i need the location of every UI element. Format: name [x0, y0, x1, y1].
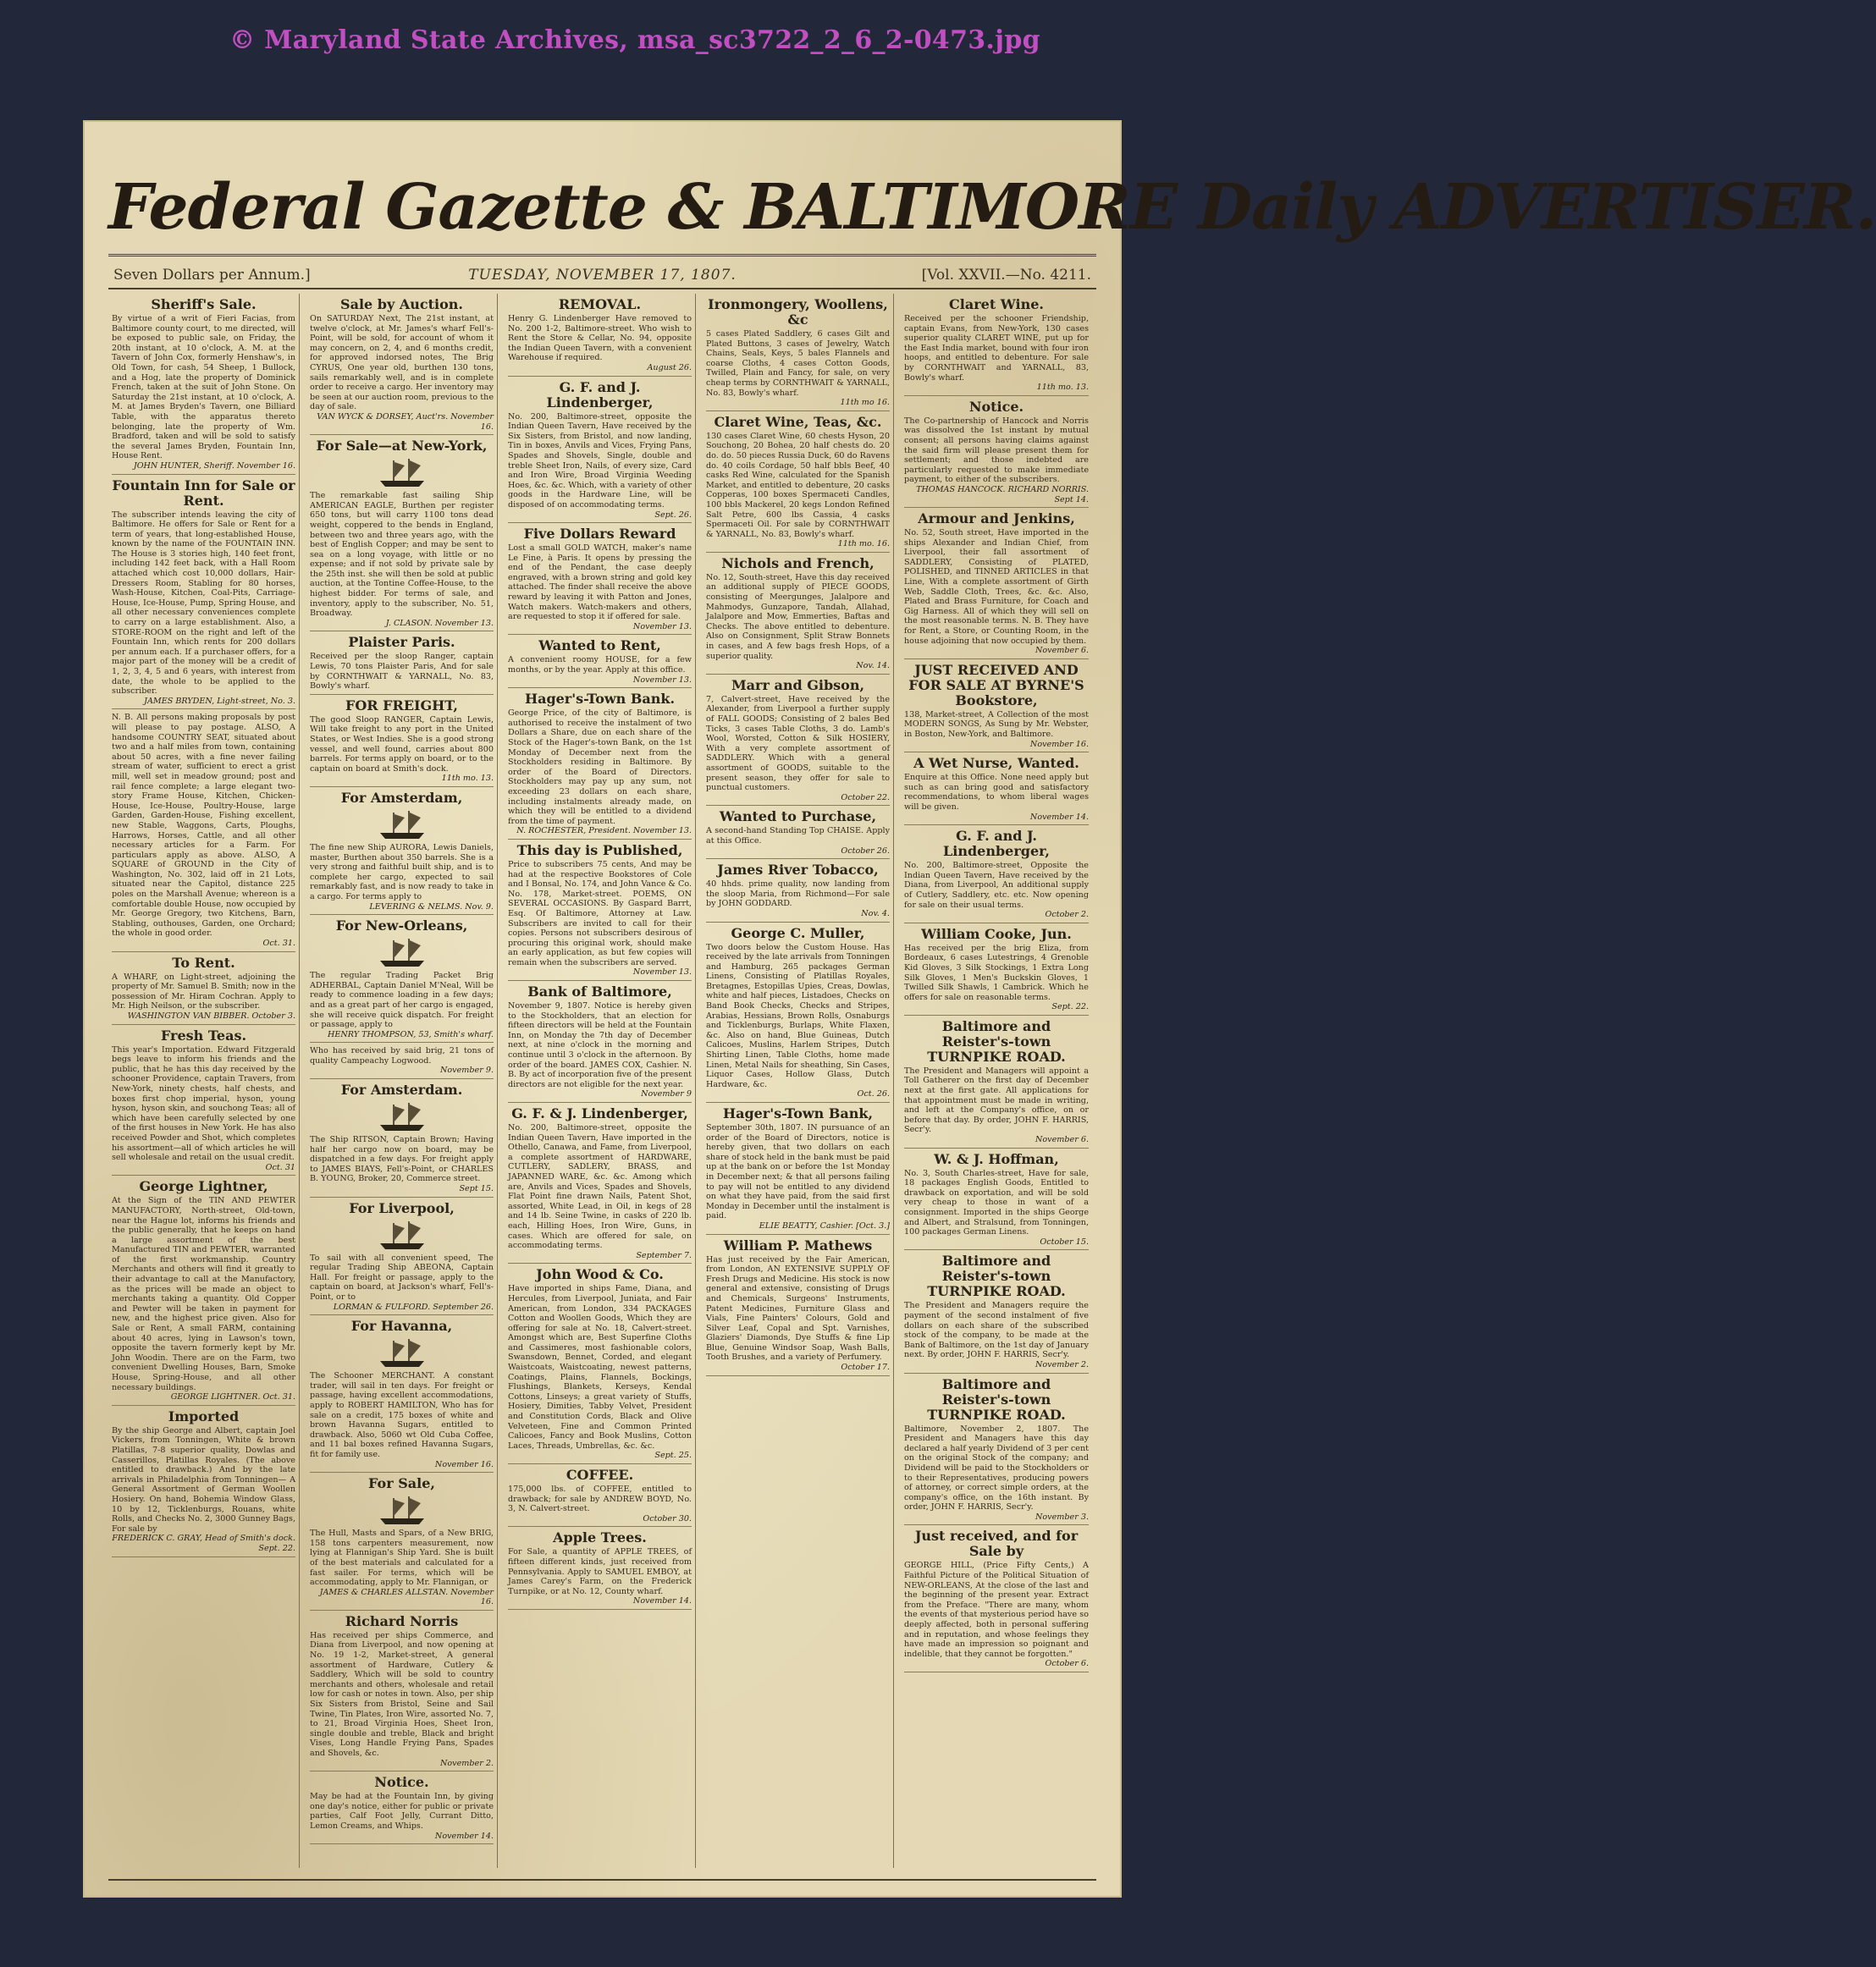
ad-title: G. F. and J. Lindenberger, — [546, 378, 654, 410]
ad-title: Five Dollars Reward — [523, 526, 676, 543]
ad-body: This year's Importation. Edward Fitzgerald begs leave to inform his friends and the public, that he has this day received by the schooner Providence, captain Travers, from New-York, ninety chests, half chests, and boxes first chop imperial, hyson, young hyson, hyson skin, and souchong Teas; all of which have been carefully selected by one of the first houses in New York. He has also received Powder and Shot, which completes his assortment—all of which articles he will sell wholesale and retail on the usual credit. — [112, 1044, 295, 1163]
ad-body: The Co-partnership of Hancock and Norris was dissolved the 1st instant by mutual consent; all persons having claims against the said firm will please present them for settlement; and those indebted are particularly requested to make immediate payment, to either of the subscribers. — [904, 416, 1089, 485]
ad-signature: JAMES BRYDEN, Light-street, No. 3. — [144, 696, 295, 706]
ad-body: Baltimore, November 2, 1807. The President and Managers have this day declared a half yearly Dividend of 3 per cent on the original Stock of the company; and Dividend will be paid to the Stockholders or to their Representatives, producing powers of attorney, or correct simple orders, at the company's office, on the 16th instant. By order, JOHN F. HARRIS, Secr'y. — [904, 1424, 1089, 1512]
advertisement — [310, 1201, 494, 1316]
advertisement — [904, 663, 1089, 752]
ad-body: A convenient roomy HOUSE, for a few months, or by the year. Apply at this office. — [508, 655, 692, 675]
ad-signature: October 17. — [841, 1363, 890, 1373]
advertisement — [508, 638, 692, 688]
masthead-subline — [108, 264, 1096, 289]
ad-signature: November 16. — [1029, 739, 1089, 749]
ad-title: Baltimore and Reister's-town TURNPIKE ROAD. — [927, 1253, 1066, 1300]
ad-body: On SATURDAY Next, The 21st instant, at twelve o'clock, at Mr. James's wharf Fell's-Point, will be sold, for account of whom it may concern, on 2, 4, and 6 months credit, for approved indorsed notes, The Brig CYRUS, One year old, burthen 130 tons, sails remarkably well, and is in complete order to receive a cargo. Her inventory may be seen at our auction room, previous to the day of sale. — [310, 314, 494, 412]
ad-signature: November 14. — [434, 1831, 494, 1841]
ad-title: JUST RECEIVED AND FOR SALE AT BYRNE'S Bookstore, — [908, 661, 1084, 708]
ad-signature: LORMAN & FULFORD. September 26. — [333, 1302, 494, 1312]
ad-title: For Amsterdam. — [340, 1082, 463, 1099]
ad-body: 130 cases Claret Wine, 60 chests Hyson, 20 Souchong, 20 Bohea, 20 half chests do. 20 do. do. 50 pieces Russia Duck, 60 do Ravens do. 40 coils Cordage, 50 half bbls Beef, 40 casks Red Wine, calculated for the Spanish Market, and entitled to debenture, 20 casks Copperas, 100 boxes Spermaceti Candles, 100 bbls Mackerel, 20 kegs London Refined Salt Petre, 600 lbs Cassia, 4 casks Spermaceti Oil. For sale by CORNTHWAIT & YARNALL, No. 83, Bowly's wharf. — [706, 431, 890, 539]
advertisement — [904, 1152, 1089, 1251]
ship-icon — [377, 935, 428, 969]
ship-icon — [377, 1218, 428, 1252]
ship-icon — [377, 455, 428, 489]
ad-body: No. 200, Baltimore-street, Opposite the Indian Queen Tavern, Have received by the Diana, from Liverpool, An additional supply of Cutlery, Saddlery, etc. etc. Now opening for sale on their usual terms. — [904, 861, 1089, 910]
advertisement — [310, 1476, 494, 1611]
ad-signature: October 22. — [841, 792, 890, 802]
ad-title: Notice. — [968, 398, 1024, 415]
ad-title: John Wood & Co. — [536, 1266, 664, 1283]
advertisement — [310, 1319, 494, 1473]
ad-signature: November 3. — [1035, 1512, 1089, 1522]
ad-signature: 11th mo 16. — [840, 398, 890, 408]
subscription-price: Seven Dollars per Annum.] — [113, 267, 311, 284]
ad-title: Fountain Inn for Sale or Rent. — [112, 477, 295, 509]
ad-title: George Lightner, — [139, 1178, 268, 1195]
ad-body: The Hull, Masts and Spars, of a New BRIG, 158 tons carpenters measurement, now lying at Flannigan's Ship Yard. She is built of the best materials and calculated for a fast sailer. For terms, which will be accommodating, apply to Mr. Flannigan, or — [310, 1529, 494, 1588]
ad-title: For Sale—at New-York, — [316, 438, 488, 455]
advertisement — [508, 1267, 692, 1464]
ad-title: Claret Wine. — [949, 296, 1044, 312]
ad-signature: November 2. — [440, 1758, 494, 1768]
ship-icon — [377, 1493, 428, 1527]
column-3 — [505, 294, 696, 1868]
ad-body: 40 hhds. prime quality, now landing from the sloop Maria, from Richmond—For sale by JOHN GODDARD. — [706, 879, 890, 909]
advertisement — [904, 297, 1089, 396]
ad-signature: J. CLASON. November 13. — [385, 618, 494, 628]
ad-body: The remarkable fast sailing Ship AMERICAN EAGLE, Burthen per register 650 tons, but will carry 1100 tons dead weight, coppered to the bends in England, between two and three years ago, with the best of English Copper; and may be sent to sea on a long voyage, with little or no expense; and if not sold by private sale by the 25th inst. she will then be sold at public auction, at the Tontine Coffee-House, to the highest bidder. For terms of sale, and inventory, apply to the subscriber, No. 51, Broadway. — [310, 491, 494, 619]
ad-body: The Ship RITSON, Captain Brown; Having half her cargo now on board, may be dispatched in a few days. For freight apply to JAMES BIAYS, Fell's-Point, or CHARLES B. YOUNG, Broker, 20, Commerce street. — [310, 1135, 494, 1184]
ad-title: G. F. and J. Lindenberger, — [943, 828, 1050, 860]
ad-signature: JAMES & CHARLES ALLSTAN. November 16. — [319, 1587, 494, 1607]
column-4 — [703, 294, 894, 1868]
advertisement — [706, 862, 890, 922]
advertisement — [310, 1614, 494, 1771]
ad-title: To Rent. — [172, 954, 235, 971]
advertisement — [904, 829, 1089, 923]
ad-title: Imported — [168, 1408, 240, 1424]
ad-signature: October 26. — [841, 846, 890, 856]
ad-title: Notice. — [374, 1774, 429, 1791]
advertisement — [310, 1083, 494, 1198]
ad-columns — [108, 294, 1096, 1868]
advertisement — [112, 297, 295, 475]
masthead-title: Federal Gazette & BALTIMORE Daily ADVERTISER. — [108, 161, 1096, 256]
ad-title: Bank of Baltimore, — [527, 984, 672, 1000]
advertisement — [508, 1106, 692, 1264]
ad-title: Hager's-Town Bank, — [722, 1105, 874, 1121]
ad-body: For Sale, a quantity of APPLE TREES, of fifteen different kinds, just received from Pennsylvania. Apply to SAMUEL EMBOY, at James Carey's Farm, on the Frederick Turnpike, or at No. 12, County wharf. — [508, 1547, 692, 1596]
ad-title: For Havanna, — [350, 1318, 453, 1335]
ad-body: At the Sign of the TIN AND PEWTER MANUFACTORY, North-street, Old-town, near the Hague lot, informs his friends and the public generally, that he keeps on hand a large assortment of the best Manufactured TIN and PEWTER, warranted of the first workmanship. Country Merchants and others will find it greatly to their advantage to call at the Manufactory, as the prices will be made an object to merchants taking a quantity. Old Copper and Pewter will be taken in payment for new, and the highest price given. Also for Sale or Rent, A small FARM, containing about 40 acres, lying in Lawson's town, opposite the tavern formerly kept by Mr. John Woodin. There are on the Farm, two convenient Dwelling Houses, Barn, Smoke House, Spring-House, and all other necessary buildings. — [112, 1196, 295, 1392]
ad-signature: Oct. 31. — [262, 939, 295, 949]
ad-title: For New-Orleans, — [335, 917, 468, 934]
ad-body: Has received per the brig Eliza, from Bordeaux, 6 cases Lutestrings, 4 Grenoble Kid Gloves, 3 Silk Stockings, 1 Extra Long Silk Gloves, 1 Men's Buckskin Gloves, 1 Twilled Silk Shawls, 1 Cambrick. Which he offers for sale on reasonable terms. — [904, 943, 1089, 1002]
ad-body: The subscriber intends leaving the city of Baltimore. He offers for Sale or Rent for a term of years, that long-established House, known by the name of the FOUNTAIN INN. The House is 3 stories high, 140 feet front, including 142 feet back, with a Hall Room attached which cost 10,000 dollars, Hair-Dressers Room, Stabling for 80 horses, Wash-House, Kitchen, Coal-Pits, Carriage-House, Ice-House, Pump, Spring House, and all other necessary conveniences complete to carry on a large establishment. Also, a STORE-ROOM on the right and left of the Fountain Inn, which rents for 200 dollars per annum each. If a purchaser offers, for a major part of the money will be a credit of 1, 2, 3, 4, 5 and 6 years, with interest from date, the whole to be applied to the subscriber. — [112, 510, 295, 697]
ad-body: Has just received by the Fair American, from London, AN EXTENSIVE SUPPLY OF Fresh Drugs and Medicine. His stock is now general and extensive, consisting of Drugs and Chemicals, Surgeons' Instruments, Patent Medicines, Furniture Glass and Vials, Fine Painters' Colours, Gold and Silver Leaf, Copal and Spt. Varnishes, Glaziers' Diamonds, Dye Stuffs & fine Lip Blue, Genuine Windsor Soap, Wash Balls, Tooth Brushes, and a variety of Perfumery. — [706, 1254, 890, 1363]
ad-title: Plaister Paris. — [348, 634, 455, 651]
ad-body: 5 cases Plated Saddlery, 6 cases Gilt and Plated Buttons, 3 cases of Jewelry, Watch Chains, Seals, Keys, 5 bales Flannels and coarse Cloths, 4 cases Cotton Goods, Twilled, Plain and Fancy, for sale, on very cheap terms by CORNTHWAIT & YARNALL, No. 83, Bowly's wharf. — [706, 329, 890, 398]
ad-signature: November 9 — [641, 1089, 692, 1099]
advertisement — [310, 438, 494, 631]
advertisement — [310, 698, 494, 787]
ad-body: 175,000 lbs. of COFFEE, entitled to drawback; for sale by ANDREW BOYD, No. 3, N. Calvert-street. — [508, 1485, 692, 1514]
ad-title: Sheriff's Sale. — [151, 296, 257, 312]
ad-signature: THOMAS HANCOCK. RICHARD NORRIS. Sept 14. — [916, 484, 1089, 504]
ad-title: For Amsterdam, — [340, 789, 463, 806]
advertisement — [112, 1409, 295, 1557]
ad-title: This day is Published, — [516, 841, 683, 858]
ad-title: William P. Mathews — [723, 1237, 873, 1253]
ad-signature: October 15. — [1040, 1237, 1089, 1247]
advertisement — [112, 956, 295, 1025]
advertisement — [508, 984, 692, 1103]
ad-signature: Sept. 22. — [1051, 1002, 1089, 1012]
ad-title: Claret Wine, Teas, &c. — [714, 413, 882, 430]
ad-body: 138, Market-street, A Collection of the most MODERN SONGS, As Sung by Mr. Webster, in Boston, New-York, and Baltimore. — [904, 709, 1089, 739]
ad-body: The President and Managers will appoint a Toll Gatherer on the first day of December next at the first gate. All applications for that appointment must be made in writing, and left at the Company's office, on or before that day. By order, JOHN F. HARRIS, Secr'y. — [904, 1066, 1089, 1135]
ad-title: Baltimore and Reister's-town TURNPIKE ROAD. — [927, 1017, 1066, 1065]
ad-title: Wanted to Rent, — [538, 637, 661, 654]
ad-signature: November 2. — [1035, 1359, 1089, 1369]
ad-signature: Sept 15. — [459, 1184, 494, 1194]
ad-signature: November 16. — [434, 1459, 494, 1469]
advertisement — [904, 1253, 1089, 1373]
advertisement — [112, 713, 295, 951]
ad-body: Enquire at this Office. None need apply but such as can bring good and satisfactory recommendations, to whom liberal wages will be given. — [904, 773, 1089, 812]
ad-title: Sale by Auction. — [340, 296, 463, 312]
ad-title: For Sale, — [368, 1475, 435, 1492]
advertisement — [508, 526, 692, 635]
ad-body: November 9, 1807. Notice is hereby given to the Stockholders, that an election for fifteen directors will be held at the Fountain Inn, on Monday the 7th day of December next, at nine o'clock in the morning and continue until 3 o'clock in the afternoon. By order of the board. JAMES COX, Cashier. N. B. By act of incorporation five of the present directors are not eligible for the next year. — [508, 1001, 692, 1089]
ad-title: Fresh Teas. — [160, 1027, 247, 1044]
advertisement — [904, 399, 1089, 508]
ad-title: George C. Muller, — [731, 924, 865, 941]
ship-icon — [377, 1099, 428, 1133]
page-bottom-rule — [108, 1879, 1096, 1881]
ad-signature: WASHINGTON VAN BIBBER. October 3. — [127, 1011, 295, 1021]
advertisement — [706, 926, 890, 1104]
ad-title: Armour and Jenkins, — [918, 510, 1075, 527]
ship-icon — [377, 807, 428, 841]
advertisement — [706, 1106, 890, 1235]
ad-signature: GEORGE LIGHTNER. Oct. 31. — [170, 1392, 295, 1402]
ad-title: For Liverpool, — [349, 1199, 455, 1216]
ad-title: REMOVAL. — [558, 296, 642, 312]
ad-signature: November 13. — [632, 675, 692, 685]
advertisement — [310, 1775, 494, 1844]
ad-body: May be had at the Fountain Inn, by giving one day's notice, either for public or private parties, Calf Foot Jelly, Currant Ditto, Lemon Creams, and Whips. — [310, 1792, 494, 1831]
advertisement — [508, 1468, 692, 1527]
ad-title: Marr and Gibson, — [731, 676, 865, 693]
ad-signature: Oct. 31 — [265, 1162, 295, 1172]
advertisement — [904, 927, 1089, 1016]
ad-signature: ELIE BEATTY, Cashier. [Oct. 3.] — [759, 1220, 890, 1231]
ad-signature: 11th mo. 13. — [1036, 383, 1089, 393]
ad-signature: Oct. 26. — [857, 1089, 890, 1099]
ad-signature: LEVERING & NELMS. Nov. 9. — [369, 901, 494, 912]
advertisement — [508, 1530, 692, 1610]
advertisement — [706, 556, 890, 675]
column-2 — [306, 294, 498, 1868]
advertisement — [508, 843, 692, 981]
ad-signature: Nov. 14. — [856, 661, 890, 671]
advertisement — [310, 1046, 494, 1079]
advertisement — [904, 1019, 1089, 1149]
ad-body: The good Sloop RANGER, Captain Lewis, Will take freight to any port in the United States, or West Indies. She is a good strong vessel, and well found, carries about 800 barrels. For terms apply on board, or to the captain on board at Smith's dock. — [310, 714, 494, 774]
ad-body: No. 52, South street, Have imported in the ships Alexander and Indian Chief, from Liverpool, their fall assortment of SADDLERY, Consisting of PLATED, POLISHED, and TINNED ARTICLES in that Line, With a complete assortment of Girth Web, Saddle Cloth, Trees, &c. &c. Also, Plated and Brass Furniture, for Coach and Gig Harness. All of which they will sell on the most reasonable terms. N. B. They have for Rent, a Store, or Counting Room, in the house adjoining that now occupied by them. — [904, 528, 1089, 646]
ad-title: G. F. & J. Lindenberger, — [511, 1105, 688, 1121]
ad-body: Received per the sloop Ranger, captain Lewis, 70 tons Plaister Paris, And for sale by CORNTHWAIT & YARNALL, No. 83, Bowly's wharf. — [310, 652, 494, 691]
ad-signature: November 6. — [1035, 646, 1089, 656]
ad-body: N. B. All persons making proposals by post will please to pay postage. ALSO, A handsome COUNTRY SEAT, situated about two and a half miles from town, containing about 50 acres, with a fine never failing stream of water, sufficient to erect a grist mill, well set in meadow ground; post and rail fence complete; a large elegant two-story Frame House, Kitchen, Chicken-House, Ice-House, Poultry-House, large Garden, Garden-House, Fishing excellent, new Stable, Waggons, Carts, Ploughs, Harrows, Horses, Cattle, and all other necessary articles for a Farm. For particulars apply as above. ALSO, A SQUARE of GROUND in the City of Washington, No. 302, laid off in 21 Lots, situated near the Capitol, distance 225 poles on the Marshall Avenue; whereon is a comfortable double House, now occupied by Mr. George Gregory, two Kitchens, Barn, Stabling, outhouses, Garden, one Orchard; the whole in good order. — [112, 713, 295, 939]
ad-title: Ironmongery, Woollens, &c — [708, 296, 888, 328]
advertisement — [508, 380, 692, 524]
ad-signature: October 30. — [643, 1513, 692, 1523]
advertisement — [706, 415, 890, 553]
advertisement — [112, 478, 295, 710]
ad-body: By virtue of a writ of Fieri Facias, from Baltimore county court, to me directed, will be exposed to public sale, on Friday, the 20th instant, at 10 o'clock, A. M. at the Tavern of John Cox, formerly Henshaw's, in Old Town, for cash, 54 Sheep, 1 Bullock, and a Hog, late the property of Dominick French, taken at the suit of John Stone. On Saturday the 21st instant, at 10 o'clock, A. M. at James Bryden's Tavern, one Billiard Table, with the apparatus thereto belonging, late the property of Wm. Bradford, taken and will be sold to satisfy the several James Bryden, Fountain Inn, House Rent. — [112, 314, 295, 461]
advertisement — [508, 297, 692, 377]
archive-watermark: © Maryland State Archives, msa_sc3722_2_6_2-0473.jpg — [229, 25, 1040, 55]
ad-signature: November 6. — [1035, 1135, 1089, 1145]
ad-body: To sail with all convenient speed, The regular Trading Ship ABEONA, Captain Hall. For freight or passage, apply to the captain on board, at Jackson's wharf, Fell's-Point, or to — [310, 1253, 494, 1302]
column-5 — [901, 294, 1092, 1868]
ad-title: FOR FREIGHT, — [345, 697, 458, 714]
ad-title: Wanted to Purchase, — [719, 808, 877, 825]
ad-title: Nichols and French, — [721, 554, 875, 571]
ad-signature: November 13. — [632, 621, 692, 631]
newspaper-page — [83, 120, 1876, 1898]
advertisement — [706, 809, 890, 859]
ad-signature: JOHN HUNTER, Sheriff. November 16. — [133, 460, 295, 471]
ad-signature: August 26. — [647, 362, 692, 372]
ad-body: Henry G. Lindenberger Have removed to No. 200 1-2, Baltimore-street. Who wish to Rent the Store & Cellar, No. 94, opposite the Indian Queen Tavern, with a convenient Warehouse if required. — [508, 314, 692, 363]
advertisement — [310, 918, 494, 1043]
ad-signature: Sept. 26. — [654, 510, 692, 520]
advertisement — [310, 297, 494, 435]
ad-body: Received per the schooner Friendship, captain Evans, from New-York, 130 cases superior quality CLARET WINE, put up for the East India market, bound with four iron hoops, and entitled to debenture. For sale by CORNTHWAIT and YARNALL, 83, Bowly's wharf. — [904, 314, 1089, 383]
ad-title: Hager's-Town Bank. — [524, 691, 676, 708]
volume-number: [Vol. XXVII.—No. 4211. — [921, 267, 1091, 284]
ad-body: A WHARF, on Light-street, adjoining the property of Mr. Samuel B. Smith; now in the possession of Mr. Hiram Cochran. Apply to Mr. High Neilson, or the subscriber. — [112, 972, 295, 1011]
advertisement — [706, 1238, 890, 1376]
ad-body: September 30th, 1807. IN pursuance of an order of the Board of Directors, notice is hereby given, that two dollars on each share of stock held in the bank must be paid up at the bank on or before the 1st Monday in December next; & that all persons failing to pay will not be entitled to any dividend on what they have paid, from the said first Monday in December until the instalment is paid. — [706, 1123, 890, 1221]
ad-title: William Cooke, Jun. — [921, 925, 1072, 942]
ad-signature: November 9. — [440, 1066, 494, 1076]
ad-body: The President and Managers require the payment of the second instalment of five dollars on each share of the subscribed stock of the company, to be made at the Bank of Baltimore, on the 1st day of January next. By order, JOHN F. HARRIS, Secr'y. — [904, 1301, 1089, 1360]
ad-body: 7, Calvert-street, Have received by the Alexander, from Liverpool a further supply of FALL GOODS; Consisting of 2 bales Bed Ticks, 3 cases Table Cloths, 3 do. Lamb's Wool, Worsted, Cotton & Silk HOSIERY, With a very complete assortment of SADDLERY. Which with a general assortment of GOODS, suitable to the present season, they offer for sale to punctual customers. — [706, 694, 890, 793]
ad-body: George Price, of the city of Baltimore, is authorised to receive the instalment of two Dollars a Share, due on each share of the Stock of the Hager's-town Bank, on the 1st Monday of December next from the Stockholders residing in Baltimore. By order of the Board of Directors. Stockholders may pay up any sum, not exceeding 23 dollars on each share, including instalments already made, on which they will be entitled to a dividend from the time of payment. — [508, 708, 692, 826]
ad-signature: September 7. — [636, 1250, 692, 1260]
ad-title: Richard Norris — [345, 1612, 459, 1629]
advertisement — [112, 1179, 295, 1405]
advertisement — [904, 1377, 1089, 1526]
ad-body: No. 3, South Charles-street, Have for sale, 18 packages English Goods, Entitled to drawback on exportation, and will be sold very cheap to those in want of a consignment. Imported in the ships George and Albert, and Stralsund, from Tonningen, 100 packages German Linens. — [904, 1168, 1089, 1237]
advertisement — [310, 791, 494, 915]
ad-body: No. 12, South-street, Have this day received an additional supply of PIECE GOODS, consisting of Meergunges, Jalalpore and Mahmodys, Gunzapore, Tandah, Allahad, Jalalpore and Mow, Emmerties, Baftas and Checks. The above entitled to debenture. Also on Consignment, Split Straw Bonnets in cases, and A few bags fresh Hops, of a superior quality. — [706, 572, 890, 661]
advertisement — [508, 691, 692, 840]
ad-body: No. 200, Baltimore-street, opposite the Indian Queen Tavern, Have imported in the Othello, Canawa, and Fame, from Liverpool, a complete assortment of HARDWARE, CUTLERY, SADLERY, BRASS, and JAPANNED WARE, &c. &c. Among which are, Anvils and Vices, Spades and Shovels, Flat Point fine drawn Nails, Patent Shot, assorted, White Lead, in Oil, in kegs of 28 and 14 lb. Seine Twine, in casks of 220 lb. each, Hilling Hoes, Iron Wire, Guns, in cases. Which are offered for sale, on accommodating terms. — [508, 1123, 692, 1251]
ad-body: The fine new Ship AURORA, Lewis Daniels, master, Burthen about 350 barrels. She is a very strong and faithful built ship, and is to complete her cargo, expected to sail remarkably fast, and is now ready to take in a cargo. For terms apply to — [310, 842, 494, 901]
ad-signature: N. ROCHESTER, President. November 13. — [516, 826, 692, 836]
ad-signature: November 14. — [1029, 812, 1089, 822]
ad-signature: November 13. — [632, 967, 692, 978]
ad-body: Have imported in ships Fame, Diana, and Hercules, from Liverpool, Juniata, and Fair American, from London, 334 PACKAGES Cotton and Woollen Goods, Which they are offering for sale at No. 18, Calvert-street. Amongst which are, Best Superfine Cloths and Cassimeres, most fashionable colors, Swansdown, Bennet, Corded, and elegant Waistcoats, Waistcoating, newest patterns, Coatings, Plains, Flannels, Bockings, Flushings, Blankets, Kerseys, Kendal Cottons, Linseys; a great variety of Stuffs, Hosiery, Dimities, Tabby Velvet, President and Constitution Cords, Black and Olive Velveteen, Fine and Common Printed Calicoes, Fancy and Book Muslins, Cotton Laces, Threads, Umbrellas, &c. &c. — [508, 1284, 692, 1451]
ad-body: Has received per ships Commerce, and Diana from Liverpool, and now opening at No. 19 1-2, Market-street, A general assortment of Hardware, Cutlery & Saddlery, Which will be sold to country merchants and others, wholesale and retail low for cash or notes in town. Also, per ship Six Sisters from Bristol, Seine and Sail Twine, Tin Plates, Iron Wire, assorted No. 7, to 21, Broad Virginia Hoes, Sheet Iron, single double and treble, Black and bright Vises, Long Handle Frying Pans, Spades and Shovels, &c. — [310, 1630, 494, 1758]
ad-body: GEORGE HILL, (Price Fifty Cents,) A Faithful Picture of the Political Situation of NEW-ORLEANS, At the close of the last and the beginning of the present year. Extract from the Preface. "There are many, whom the events of that mysterious period have so deeply affected, both in personal suffering and in reputation, and whose feelings they have made an impression so poignant and indelible, that they cannot be forgotten." — [904, 1561, 1089, 1659]
ad-title: W. & J. Hoffman, — [934, 1150, 1059, 1167]
issue-date: TUESDAY, NOVEMBER 17, 1807. — [468, 267, 737, 284]
ad-signature: 11th mo. 16. — [837, 539, 890, 549]
advertisement — [310, 635, 494, 694]
ad-signature: Sept. 25. — [654, 1451, 692, 1461]
column-1 — [108, 294, 300, 1868]
ad-title: Baltimore and Reister's-town TURNPIKE ROAD. — [927, 1375, 1066, 1423]
ad-signature: VAN WYCK & DORSEY, Auct'rs. November 16. — [317, 411, 494, 432]
ad-body: Price to subscribers 75 cents, And may be had at the respective Bookstores of Cole and I Bonsal, No. 174, and John Vance & Co. No. 178, Market-street. POEMS, ON SEVERAL OCCASIONS. By Gaspard Barrt, Esq. Of Baltimore, Attorney at Law. Subscribers are invited to call for their copies. Persons not subscribers desirous of procuring this original work, should make an early application, as but few copies will remain when the subscribers are served. — [508, 859, 692, 967]
ad-signature: November 14. — [632, 1596, 692, 1606]
advertisement — [706, 297, 890, 411]
ad-signature: 11th mo. 13. — [441, 774, 494, 784]
ad-title: James River Tobacco, — [717, 862, 879, 879]
ad-body: Who has received by said brig, 21 tons of quality Campeachy Logwood. — [310, 1046, 494, 1066]
advertisement — [112, 1028, 295, 1176]
ad-body: By the ship George and Albert, captain Joel Vickers, from Tonningen, White & brown Platillas, 7-8 superior quality, Dowlas and Casserillos, Platillas Royales. (The above entitled to drawback.) And by the late arrivals in Philadelphia from Tonningen— A General Assortment of German Woollen Hosiery. On hand, Bohemia Window Glass, 10 by 12, Ticklenburgs, Rouans, white Rolls, and Checks No. 2, 3000 Gunney Bags, For sale by — [112, 1425, 295, 1534]
advertisement — [904, 511, 1089, 659]
ad-signature: October 6. — [1045, 1659, 1089, 1669]
ad-title: COFFEE. — [566, 1467, 634, 1483]
ad-signature: Nov. 4. — [861, 908, 890, 918]
ad-title: A Wet Nurse, Wanted. — [913, 755, 1079, 772]
ad-title: Apple Trees. — [553, 1529, 647, 1546]
ship-icon — [377, 1336, 428, 1369]
ad-signature: HENRY THOMPSON, 53, Smith's wharf. — [328, 1029, 494, 1039]
advertisement — [904, 1529, 1089, 1672]
ad-body: Lost a small GOLD WATCH, maker's name Le Fine, à Paris. It opens by pressing the end of the Pendant, the case deeply engraved, with a brown string and gold key attached. The finder shall receive the above reward by leaving it with Patton and Jones, Watch makers. Watch-makers and others, are requested to stop it if offered for sale. — [508, 543, 692, 622]
ad-body: A second-hand Standing Top CHAISE. Apply at this Office. — [706, 826, 890, 846]
ad-body: No. 200, Baltimore-street, opposite the Indian Queen Tavern, Have received by the Six Sisters, from Bristol, and now landing, Tin in boxes, Anvils and Vices, Frying Pans, Spades and Shovels, Single, double and treble Sheet Iron, Nails, of every size, Card and Iron Wire, Broad Virginia Weeding Hoes, &c. &c. Which, with a variety of other goods in the Hardware Line, will be disposed of on accommodating terms. — [508, 411, 692, 510]
ad-signature: October 2. — [1045, 910, 1089, 920]
advertisement — [904, 756, 1089, 825]
ad-body: The regular Trading Packet Brig ADHERBAL, Captain Daniel M'Neal, Will be ready to commence loading in a few days; and as a great part of her cargo is engaged, she will receive quick dispatch. For freight or passage, apply to — [310, 971, 494, 1030]
ad-signature: FREDERICK C. GRAY, Head of Smith's dock. Sept. 22. — [112, 1534, 295, 1553]
ad-body: Two doors below the Custom House. Has received by the late arrivals from Tonningen and Hamburg, 265 packages German Linens, Consisting of Platillas Royales, Bretagnes, Estopillas Upies, Creas, Dowlas, white and half pieces, Listadoes, Checks on Band Book Checks, Checks and Stripes, Arabias, Hessians, Brown Rolls, Osnaburgs and Ticklenburgs, Burlaps, White Flaxen, &c. Also on hand, Blue Guineas, Dutch Calicoes, Muslins, Harlem Stripes, Dutch Shirting Linen, Table Cloths, home made Linen, Metal Nails for sheathing, Sin Cases, Liquor Cases, Hollow Glass, Dutch Hardware, &c. — [706, 942, 890, 1089]
advertisement — [706, 678, 890, 807]
ad-body: The Schooner MERCHANT. A constant trader, will sail in ten days. For freight or passage, having excellent accommodations, apply to ROBERT HAMILTON, Who has for sale on a credit, 175 boxes of white and brown Havanna Sugars, entitled to drawback. Also, 5060 wt Old Cuba Coffee, and 11 bal boxes refined Havanna Sugars, fit for family use. — [310, 1371, 494, 1459]
ad-title: Just received, and for Sale by — [914, 1528, 1079, 1560]
